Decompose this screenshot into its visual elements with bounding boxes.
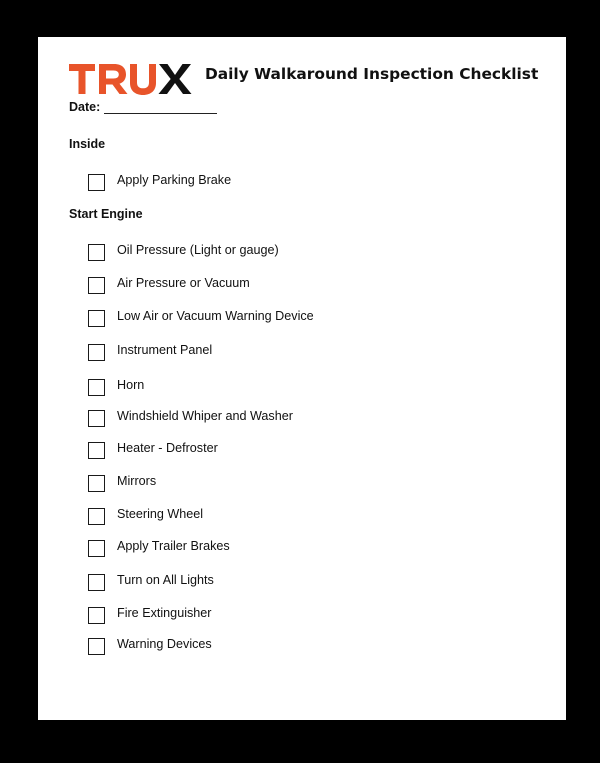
checklist-item-label: Windshield Whiper and Washer bbox=[117, 409, 293, 423]
checkbox[interactable] bbox=[88, 508, 105, 525]
checkbox[interactable] bbox=[88, 638, 105, 655]
checklist-item-label: Steering Wheel bbox=[117, 507, 204, 521]
checklist-item-all-lights[interactable] bbox=[88, 572, 214, 592]
checkbox[interactable] bbox=[88, 310, 105, 327]
date-field[interactable] bbox=[104, 113, 217, 114]
checklist-item-label: Mirrors bbox=[117, 474, 157, 488]
checklist-item-label: Apply Trailer Brakes bbox=[117, 539, 230, 553]
date-label: Date: bbox=[69, 100, 101, 114]
checklist-item-steering-wheel[interactable] bbox=[88, 506, 203, 526]
checklist-item-label: Air Pressure or Vacuum bbox=[117, 276, 250, 290]
checklist-item-horn[interactable] bbox=[88, 377, 144, 397]
checklist-item-label: Warning Devices bbox=[117, 637, 212, 651]
checklist-item-low-air-warning[interactable] bbox=[88, 308, 314, 328]
checklist-item-oil-pressure[interactable] bbox=[88, 242, 279, 262]
checkbox[interactable] bbox=[88, 540, 105, 557]
checkbox[interactable] bbox=[88, 475, 105, 492]
checklist-item-warning-devices[interactable] bbox=[88, 636, 212, 656]
checkbox[interactable] bbox=[88, 574, 105, 591]
checklist-item-label: Fire Extinguisher bbox=[117, 606, 212, 620]
checklist-item-label: Horn bbox=[117, 378, 145, 392]
checklist-item-label: Low Air or Vacuum Warning Device bbox=[117, 309, 314, 323]
checkbox[interactable] bbox=[88, 244, 105, 261]
checkbox[interactable] bbox=[88, 174, 105, 191]
checklist-item-air-pressure[interactable] bbox=[88, 275, 250, 295]
checklist-item-instrument-panel[interactable] bbox=[88, 342, 212, 362]
checkbox[interactable] bbox=[88, 277, 105, 294]
checkbox[interactable] bbox=[88, 607, 105, 624]
checklist-item-label: Heater - Defroster bbox=[117, 441, 218, 455]
checklist-item-apply-parking-brake[interactable] bbox=[88, 172, 231, 192]
checklist-item-fire-extinguisher[interactable] bbox=[88, 605, 212, 625]
checkbox[interactable] bbox=[88, 344, 105, 361]
checklist-item-heater-defroster[interactable] bbox=[88, 440, 218, 460]
checklist-item-windshield-wiper[interactable] bbox=[88, 408, 293, 428]
checklist-item-mirrors[interactable] bbox=[88, 473, 156, 493]
trux-logo bbox=[68, 62, 192, 96]
checkbox[interactable] bbox=[88, 379, 105, 396]
checklist-item-label: Instrument Panel bbox=[117, 343, 213, 357]
checklist-item-trailer-brakes[interactable] bbox=[88, 538, 230, 558]
checklist-item-label: Turn on All Lights bbox=[117, 573, 214, 587]
checkbox[interactable] bbox=[88, 410, 105, 427]
checklist-sheet bbox=[38, 37, 566, 720]
checkbox[interactable] bbox=[88, 442, 105, 459]
page-title: Daily Walkaround Inspection Checklist bbox=[205, 65, 539, 83]
section-title-inside: Inside bbox=[69, 137, 106, 151]
checklist-item-label: Oil Pressure (Light or gauge) bbox=[117, 243, 279, 257]
section-title-start-engine: Start Engine bbox=[69, 207, 143, 221]
checklist-item-label: Apply Parking Brake bbox=[117, 173, 232, 187]
